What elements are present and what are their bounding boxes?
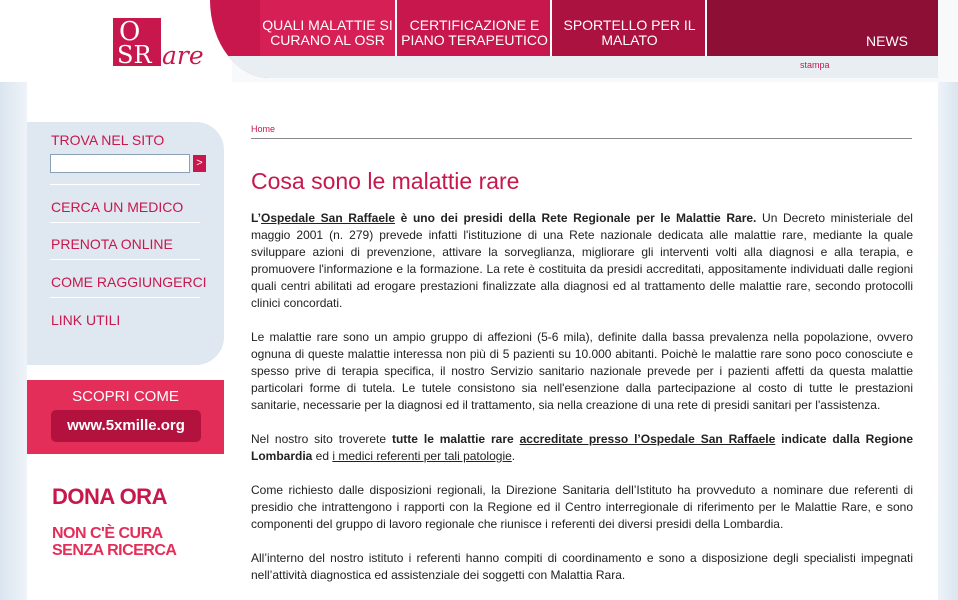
breadcrumb-home[interactable]: Home (251, 124, 276, 134)
accreditate-link[interactable]: accreditate presso l’Ospedale San Raffaele (519, 432, 776, 446)
5xmille-banner[interactable] (27, 380, 224, 454)
sidebar-item-link-utili[interactable]: LINK UTILI (51, 312, 121, 328)
paragraph-text: L’ (251, 211, 262, 225)
5xmille-button[interactable]: www.5xmille.org (51, 410, 201, 442)
sidebar-item-raggiungerci[interactable]: COME RAGGIUNGERCI (51, 274, 207, 290)
nav-item-sportello[interactable]: SPORTELLO PER IL MALATO (552, 0, 707, 56)
sidebar-divider (50, 184, 200, 185)
paragraph-text: . (511, 449, 516, 463)
sidebar (27, 122, 224, 365)
paragraph-text: Nel nostro sito troverete (251, 432, 392, 446)
paragraph-text: tutte le malattie rare (391, 432, 520, 446)
header (0, 0, 958, 82)
sidebar-item-cerca-medico[interactable]: CERCA UN MEDICO (51, 199, 184, 215)
search-button[interactable]: > (193, 155, 206, 172)
paragraph-text: indicate dalla Regione Lombardia (251, 432, 913, 463)
sidebar-divider (50, 259, 200, 260)
search-title: TROVA NEL SITO (51, 132, 165, 148)
nav-item-certificazione[interactable]: CERTIFICAZIONE E PIANO TERAPEUTICO (397, 0, 552, 56)
paragraph-text: Un Decreto ministeriale del maggio 2001 (n. 279) prevede infatti l'istituzione di una Rete nazionale dedicata alle malattie rare, mediante la quale sviluppare azioni di prevenzione, attivare la sorveglianza, migliorare gli interventi volti alla diagnosi e alla terapia, e promuovere l'informazione e la formazione. La rete è costituita da presidi accreditati, appositamente individuati dalle regioni quali centri abilitati ad erogare prestazioni finalizzate alla diagnosi ed al trattamento delle malattie rare, secondo protocolli clinici concordati. (251, 211, 913, 310)
page-title: Cosa sono le malattie rare (251, 168, 520, 194)
nav-item-malattie[interactable]: QUALI MALATTIE SI CURANO AL OSR (260, 0, 395, 56)
ospedale-link[interactable]: Ospedale San Raffaele (261, 211, 395, 225)
paragraph-1 (251, 210, 913, 312)
logo-box (113, 17, 161, 69)
ricerca-line-2: SENZA RICERCA (52, 542, 177, 559)
article-body (251, 210, 913, 600)
paragraph-3 (251, 431, 913, 465)
paragraph-2: Le malattie rare sono un ampio gruppo di affezioni (5-6 mila), definite dalla bassa prevalenza nella popolazione, ovvero ognuna di queste malattie interessa non più di 5 pazienti su 10.000 abitanti. Poichè le malattie rare sono poco conosciute e spesso prive di terapia specifica, il nostro Servizio sanitario nazionale prevede per i pazienti affetti da questa malattie particolari forme di tutela. Le tutele consistono sia nell'esenzione dalla partecipazione al costo di tutte le prestazioni sanitarie, necessarie per la diagnosi ed il trattamento, sia nella creazione di una rete di presidi sanitari per l'assistenza. (251, 330, 913, 412)
ricerca-line-1: NON C'È CURA (52, 525, 163, 542)
paragraph-4: Come richiesto dalle disposizioni regionali, la Direzione Sanitaria dell’Istituto ha provveduto a nominare due referenti di presidio che intrattengono i rapporti con la Regione ed il Centro interregionale di riferimento per le Malattie Rare, e sono componenti del gruppo di lavoro regionale che riunisce i referenti dei diversi presidi della Lombardia. (251, 483, 913, 531)
paragraph-5: All’interno del nostro istituto i referenti hanno compiti di coordinamento e sono a disposizione degli specialisti impegnati nell’attività diagnostica ed assistenziale dei soggetti con Malattia Rara. (251, 551, 913, 582)
paragraph-text: ed (312, 449, 333, 463)
logo-text-o: O (119, 17, 143, 47)
sidebar-divider (50, 222, 200, 223)
logo-text-rare: are (162, 41, 204, 70)
right-background-strip (938, 0, 958, 600)
left-background-strip (0, 0, 27, 600)
medici-referenti-link[interactable]: i medici referenti per tali patologie (332, 449, 512, 463)
breadcrumb-divider (251, 138, 912, 139)
print-link[interactable]: stampa (800, 60, 830, 70)
search-input[interactable] (50, 154, 190, 173)
ricerca-banner[interactable] (52, 525, 176, 559)
promo-title: SCOPRI COME (72, 388, 179, 405)
sidebar-divider (50, 297, 200, 298)
logo-text-sr: SR (117, 41, 152, 69)
nav-item-news[interactable]: NEWS (707, 0, 938, 56)
osrare-logo[interactable] (113, 18, 213, 70)
sidebar-item-prenota[interactable]: PRENOTA ONLINE (51, 236, 173, 252)
paragraph-text: è uno dei presidi della Rete Regionale per le Malattie Rare. (395, 211, 757, 225)
dona-ora-banner[interactable]: DONA ORA (52, 484, 167, 509)
